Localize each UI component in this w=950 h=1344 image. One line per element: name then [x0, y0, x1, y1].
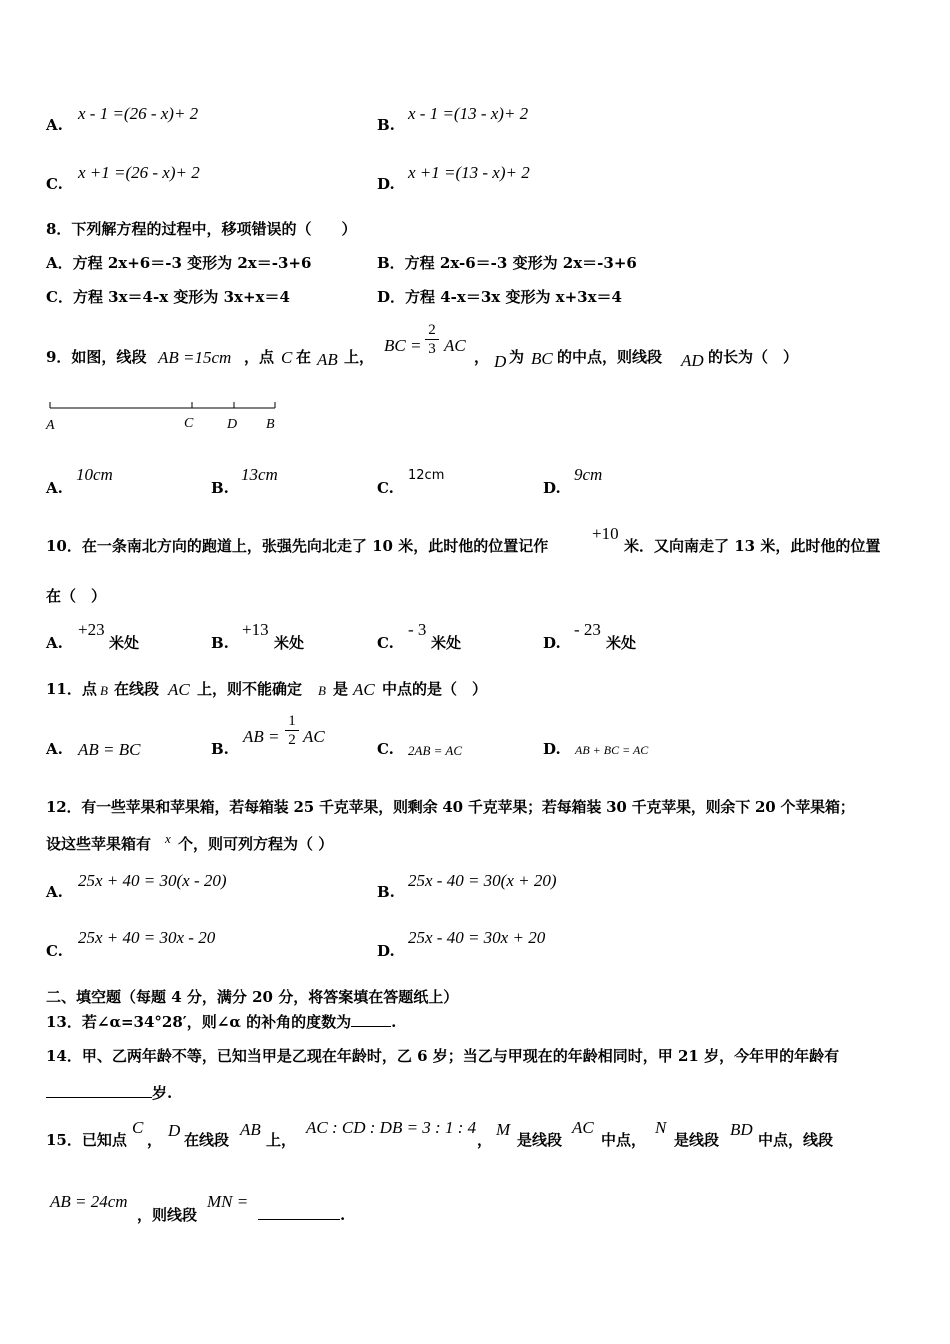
q15-point-d: D [168, 1121, 181, 1140]
q12-option-a-expr: 25x + 40 = 30(x - 20) [78, 871, 227, 890]
q11-text-1: 11．点 [46, 680, 97, 698]
q10-option-d-label: D. [543, 634, 561, 652]
q15-text-1: 15．已知点 [46, 1131, 127, 1149]
q9-text-8: 的长为（ ） [708, 348, 799, 366]
q10-option-b-label: B. [211, 634, 229, 652]
q15-answer-blank[interactable] [258, 1219, 340, 1220]
q10-text-2: 米．又向南走了 13 米，此时他的位置 [624, 537, 881, 555]
q9-text-4: 上， [344, 348, 375, 366]
q10-plus10: +10 [592, 524, 619, 543]
q9-point-d: D [494, 352, 507, 371]
q15-point-n: N [655, 1118, 667, 1137]
q9-figure-label-a: A [46, 418, 55, 433]
q9-fraction-numerator: 2 [425, 323, 439, 340]
q9-text-2: ，点 [244, 348, 275, 366]
q12-option-b-expr: 25x - 40 = 30(x + 20) [408, 871, 557, 890]
q9-option-b-label: B. [211, 479, 229, 497]
q11-option-c-label: C. [377, 740, 394, 758]
q9-option-a-label: A. [46, 479, 63, 497]
q12-option-a-label: A. [46, 883, 63, 901]
q9-figure-label-d: D [227, 417, 238, 432]
q11-text-5: 中点的是（ ） [382, 680, 488, 698]
q9-segment-ab: AB [317, 350, 338, 369]
q12-option-d-expr: 25x - 40 = 30x + 20 [408, 928, 546, 947]
q9-option-c-label: C. [377, 479, 394, 497]
q11-option-d-label: D. [543, 740, 561, 758]
q7-option-d-label: D. [377, 175, 395, 193]
q11-option-b-numerator: 1 [285, 714, 299, 731]
q12-option-c-label: C. [46, 942, 63, 960]
q15-text-9: 中点，线段 [758, 1131, 834, 1149]
q15-answer [258, 1208, 345, 1223]
q13-answer-blank[interactable] [351, 1026, 391, 1027]
q9-segment-bc: BC [531, 349, 553, 368]
q15-text-7: 中点， [601, 1131, 647, 1149]
q9-ab-length: AB =15cm [158, 348, 232, 367]
q10-text-3: 在（ ） [46, 587, 107, 605]
q10-option-c-unit: 米处 [431, 634, 462, 652]
q7-option-d-expr: x +1 =(13 - x)+ 2 [408, 163, 530, 182]
q9-point-c: C [281, 348, 293, 367]
q14-end: 岁. [152, 1084, 173, 1102]
q12-text-2: 个，则可列方程为（ ） [178, 835, 334, 853]
q15-text-10: ，则线段 [137, 1206, 198, 1224]
q8-stem: 8．下列解方程的过程中，移项错误的（ ） [46, 220, 357, 238]
q15-text-2: ， [147, 1131, 163, 1149]
q7-option-a-label: A. [46, 116, 63, 134]
q10-text-1: 10．在一条南北方向的跑道上，张强先向北走了 10 米，此时他的位置记作 [46, 537, 549, 555]
q12-option-d-label: D. [377, 942, 395, 960]
q9-figure-label-c: C [184, 416, 194, 431]
q7-option-c-expr: x +1 =(26 - x)+ 2 [78, 163, 200, 182]
q11-point-b: B [100, 683, 108, 698]
q11-option-b-fraction [285, 714, 299, 748]
q11-option-b-denominator: 2 [288, 732, 296, 748]
q15-segment-ab: AB [240, 1120, 261, 1139]
q10-option-a-unit: 米处 [109, 634, 140, 652]
q10-option-b-unit: 米处 [274, 634, 305, 652]
q14-line-1: 14．甲、乙两年龄不等，已知当甲是乙现在年龄时，乙 6 岁；当乙与甲现在的年龄相同时，甲 21 岁，今年甲的年龄有 [46, 1047, 840, 1065]
q11-option-b-pre: AB = [243, 727, 280, 746]
q12-var-x: x [165, 831, 171, 846]
q11-text-4: 是 [333, 680, 349, 698]
q15-segment-ac: AC [572, 1118, 594, 1137]
q9-text-5: ， [474, 348, 490, 366]
q10-option-d-unit: 米处 [606, 634, 637, 652]
q15-mn-eq: MN = [207, 1192, 249, 1211]
q9-text-3: 在 [296, 348, 312, 366]
q10-option-a-value: +23 [78, 620, 105, 639]
q11-segment-ac2: AC [353, 680, 375, 699]
q8-option-a: A．方程 2x+6＝-3 变形为 2x＝-3+6 [46, 254, 312, 272]
q8-option-c: C．方程 3x＝4-x 变形为 3x+x＝4 [46, 288, 290, 306]
q15-ab-length: AB = 24cm [50, 1192, 128, 1211]
q15-point-c: C [132, 1118, 144, 1137]
q11-text-3: 上，则不能确定 [197, 680, 303, 698]
q15-end: . [340, 1206, 346, 1224]
q11-option-b-label: B. [211, 740, 229, 758]
q9-text-1: 9．如图，线段 [46, 348, 147, 366]
q11-point-b2: B [318, 683, 326, 698]
q9-option-d-value: 9cm [574, 465, 603, 484]
q12-text-1: 设这些苹果箱有 [46, 835, 152, 853]
q7-option-a-expr: x - 1 =(26 - x)+ 2 [78, 104, 199, 123]
q11-option-c-expr: 2AB = AC [408, 743, 463, 758]
q8-option-d: D．方程 4-x＝3x 变形为 x+3x＝4 [377, 288, 622, 306]
q14-line-2 [46, 1086, 172, 1101]
q7-option-b-label: B. [377, 116, 395, 134]
q15-text-3: 在线段 [184, 1131, 230, 1149]
q9-fraction [425, 323, 439, 357]
section-2-title: 二、填空题（每题 4 分，满分 20 分，将答案填在答题纸上） [46, 988, 459, 1006]
q15-ratio: AC : CD : DB = 3 : 1 : 4 [306, 1118, 477, 1137]
q7-option-c-label: C. [46, 175, 63, 193]
q10-option-c-label: C. [377, 634, 394, 652]
q12-line-1: 12．有一些苹果和苹果箱，若每箱装 25 千克苹果，则剩余 40 千克苹果；若每箱装 30 千克苹果，则余下 20 个苹果箱； [46, 798, 855, 816]
q11-text-2: 在线段 [114, 680, 160, 698]
q9-option-d-label: D. [543, 479, 561, 497]
q7-option-b-expr: x - 1 =(13 - x)+ 2 [408, 104, 529, 123]
q9-option-a-value: 10cm [76, 465, 113, 484]
q13-text [46, 1015, 396, 1030]
q9-segment-figure [44, 398, 284, 438]
q9-bc-eq: BC = [384, 336, 422, 355]
q15-point-m: M [496, 1120, 511, 1139]
q11-option-b-post: AC [303, 727, 325, 746]
q9-text-7: 的中点，则线段 [557, 348, 663, 366]
q9-figure-label-b: B [266, 417, 275, 432]
q10-option-a-label: A. [46, 634, 63, 652]
q9-option-b-value: 13cm [241, 465, 278, 484]
q13-end: . [391, 1013, 397, 1031]
q9-segment-ad: AD [681, 351, 704, 370]
q15-text-4: 上， [266, 1131, 297, 1149]
q11-option-d-expr: AB + BC = AC [575, 743, 649, 757]
q9-text-6: 为 [509, 348, 525, 366]
q11-segment-ac: AC [168, 680, 190, 699]
q10-option-b-value: +13 [242, 620, 269, 639]
q10-option-c-value: - 3 [408, 620, 427, 639]
q8-option-b: B．方程 2x-6＝-3 变形为 2x＝-3+6 [377, 254, 637, 272]
q11-option-a-label: A. [46, 740, 63, 758]
q14-answer-blank[interactable] [46, 1097, 152, 1098]
q15-segment-bd: BD [730, 1120, 753, 1139]
q9-option-c-value: 12cm [408, 468, 445, 483]
q12-option-c-expr: 25x + 40 = 30x - 20 [78, 928, 216, 947]
q9-ac: AC [444, 336, 466, 355]
q15-text-8: 是线段 [674, 1131, 720, 1149]
q10-option-d-value: - 23 [574, 620, 601, 639]
q9-fraction-denominator: 3 [428, 341, 436, 357]
q12-option-b-label: B. [377, 883, 395, 901]
q15-text-5: ， [477, 1131, 493, 1149]
q13-stem: 13．若∠α=34°28′，则∠α 的补角的度数为 [46, 1013, 352, 1031]
q11-option-a-expr: AB = BC [78, 740, 141, 759]
q15-text-6: 是线段 [517, 1131, 563, 1149]
